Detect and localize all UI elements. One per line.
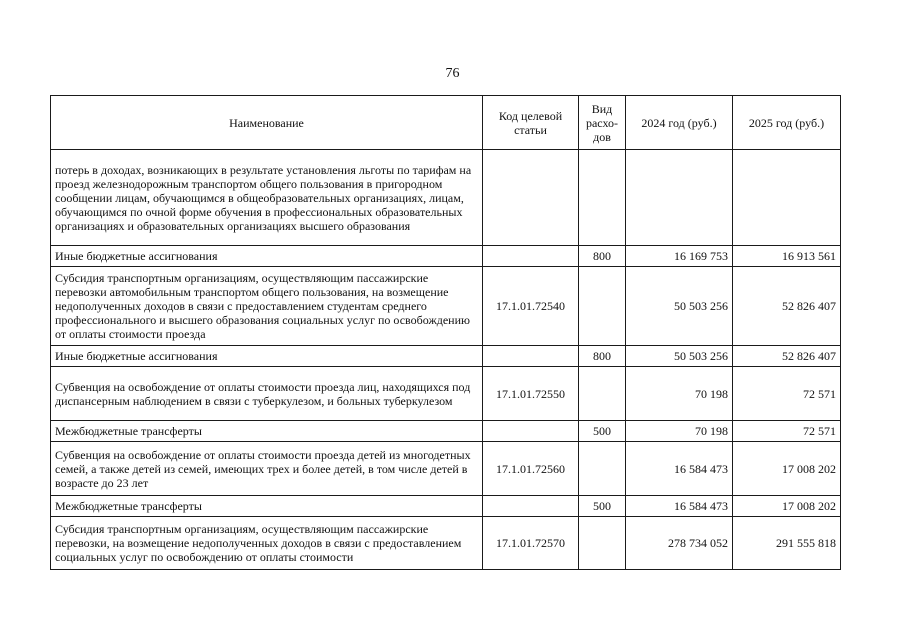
cell-2025: 72 571 bbox=[733, 367, 841, 421]
page-number: 76 bbox=[445, 66, 460, 81]
cell-code bbox=[483, 150, 579, 246]
cell-code bbox=[483, 421, 579, 442]
table-header-row bbox=[51, 96, 841, 150]
cell-2025: 291 555 818 bbox=[733, 517, 841, 570]
cell-2025: 52 826 407 bbox=[733, 267, 841, 346]
cell-name: Межбюджетные трансферты bbox=[51, 496, 483, 517]
cell-2024: 16 169 753 bbox=[626, 246, 733, 267]
header-2025: 2025 год (руб.) bbox=[733, 96, 841, 150]
cell-code bbox=[483, 496, 579, 517]
cell-type: 800 bbox=[579, 346, 626, 367]
cell-code: 17.1.01.72570 bbox=[483, 517, 579, 570]
cell-2024: 70 198 bbox=[626, 367, 733, 421]
table-row bbox=[51, 367, 841, 421]
budget-table bbox=[50, 95, 841, 570]
table-row bbox=[51, 517, 841, 570]
table-row bbox=[51, 496, 841, 517]
header-code: Код целевой статьи bbox=[483, 96, 579, 150]
cell-2024: 70 198 bbox=[626, 421, 733, 442]
cell-type bbox=[579, 150, 626, 246]
cell-name: потерь в доходах, возникающих в результате установления льготы по тарифам на проезд железнодорожным транспортом общего пользования в пригородном сообщении лицам, обучающимся в общеобразовательных организациях, лицам, обучающимся по очной форме обучения в профессиональных образовательных организациях и образовательных организациях высшего образования bbox=[51, 150, 483, 246]
cell-type bbox=[579, 442, 626, 496]
cell-name: Субвенция на освобождение от оплаты стоимости проезда детей из многодетных семей, а также детей из семей, имеющих трех и более детей, в том числе детей в возрасте до 23 лет bbox=[51, 442, 483, 496]
cell-2025: 17 008 202 bbox=[733, 442, 841, 496]
cell-2024: 16 584 473 bbox=[626, 442, 733, 496]
cell-2025: 17 008 202 bbox=[733, 496, 841, 517]
cell-type bbox=[579, 267, 626, 346]
cell-name: Субсидия транспортным организациям, осуществляющим пассажирские перевозки автомобильным транспортом общего пользования, на возмещение недополученных доходов в связи с предоставлением студентам среднего профессионального и высшего образования социальных услуг по освобождению от оплаты стоимости проезда bbox=[51, 267, 483, 346]
cell-type: 500 bbox=[579, 421, 626, 442]
cell-2024: 278 734 052 bbox=[626, 517, 733, 570]
table-row bbox=[51, 346, 841, 367]
cell-name: Субвенция на освобождение от оплаты стоимости проезда лиц, находящихся под диспансерным наблюдением в связи с туберкулезом, и больных туберкулезом bbox=[51, 367, 483, 421]
header-type: Вид расхо-дов bbox=[579, 96, 626, 150]
cell-2024 bbox=[626, 150, 733, 246]
cell-type: 800 bbox=[579, 246, 626, 267]
cell-code: 17.1.01.72560 bbox=[483, 442, 579, 496]
table-row bbox=[51, 246, 841, 267]
cell-code: 17.1.01.72550 bbox=[483, 367, 579, 421]
table-row bbox=[51, 421, 841, 442]
cell-2025 bbox=[733, 150, 841, 246]
table-row bbox=[51, 150, 841, 246]
table-row bbox=[51, 267, 841, 346]
cell-2025: 72 571 bbox=[733, 421, 841, 442]
cell-2025: 52 826 407 bbox=[733, 346, 841, 367]
cell-name: Межбюджетные трансферты bbox=[51, 421, 483, 442]
cell-name: Иные бюджетные ассигнования bbox=[51, 346, 483, 367]
cell-2024: 50 503 256 bbox=[626, 267, 733, 346]
cell-name: Иные бюджетные ассигнования bbox=[51, 246, 483, 267]
cell-2025: 16 913 561 bbox=[733, 246, 841, 267]
cell-name: Субсидия транспортным организациям, осуществляющим пассажирские перевозки, на возмещение недополученных доходов в связи с предоставлением социальных услуг по освобождению от оплаты стоимости bbox=[51, 517, 483, 570]
cell-2024: 50 503 256 bbox=[626, 346, 733, 367]
header-2024: 2024 год (руб.) bbox=[626, 96, 733, 150]
cell-code bbox=[483, 346, 579, 367]
cell-type bbox=[579, 367, 626, 421]
table-row bbox=[51, 442, 841, 496]
cell-code: 17.1.01.72540 bbox=[483, 267, 579, 346]
cell-type bbox=[579, 517, 626, 570]
header-name: Наименование bbox=[51, 96, 483, 150]
cell-2024: 16 584 473 bbox=[626, 496, 733, 517]
cell-type: 500 bbox=[579, 496, 626, 517]
cell-code bbox=[483, 246, 579, 267]
